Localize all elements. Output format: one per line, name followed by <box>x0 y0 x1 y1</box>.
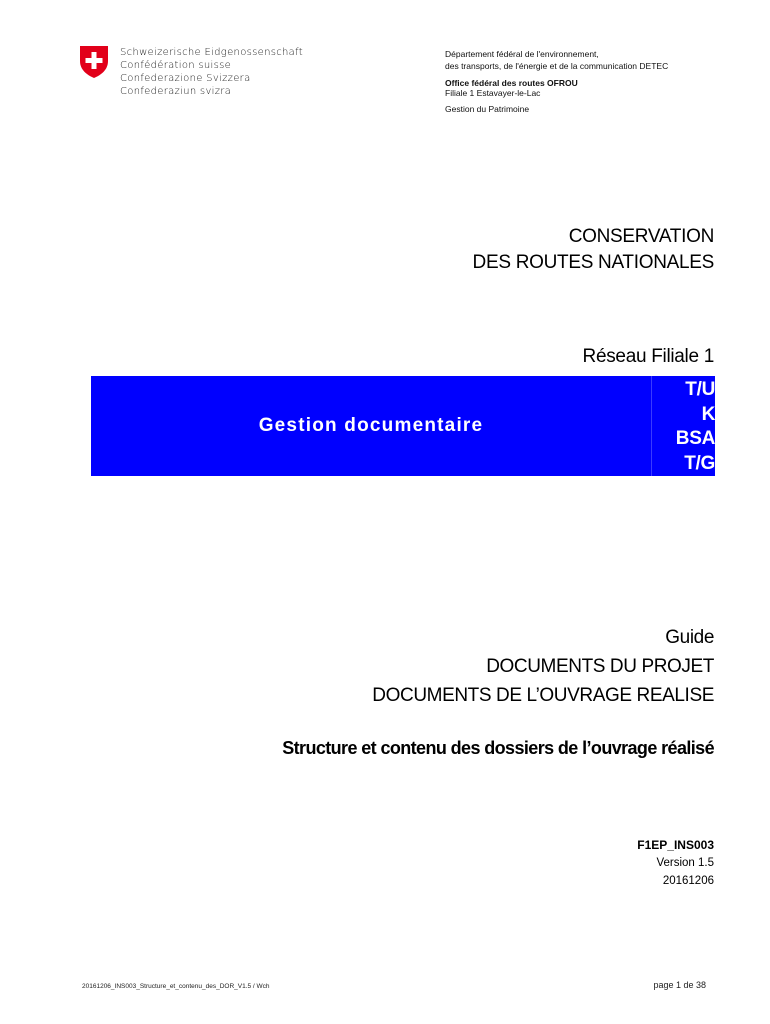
network-label: Réseau Filiale 1 <box>582 346 714 367</box>
guide-line-2: DOCUMENTS DU PROJET <box>486 656 714 677</box>
guide-block <box>372 623 714 710</box>
guide-line-1: Guide <box>665 627 714 648</box>
guide-line-3: DOCUMENTS DE L’OUVRAGE REALISE <box>372 685 714 706</box>
office-name: Office fédéral des routes OFROU <box>445 78 578 88</box>
footer-filename: 20161206_INS003_Structure_et_contenu_des_DOR_V1.5 / Wch <box>82 983 270 990</box>
department-line-1: Département fédéral de l'environnement, <box>445 49 599 59</box>
branch-name: Filiale 1 Estavayer-le-Lac <box>445 88 541 98</box>
confederation-name-fr: Confédération suisse <box>120 60 232 71</box>
confederation-names <box>120 46 303 98</box>
confederation-name-it: Confederazione Svizzera <box>120 73 251 84</box>
banner <box>91 376 715 476</box>
banner-code-bsa: BSA <box>675 428 715 449</box>
document-version: Version 1.5 <box>656 857 714 869</box>
confederation-name-de: Schweizerische Eidgenossenschaft <box>120 47 303 58</box>
banner-code-tg: T/G <box>684 452 715 474</box>
title-line-2: DES ROUTES NATIONALES <box>472 252 714 273</box>
banner-title: Gestion documentaire <box>258 415 484 436</box>
banner-divider <box>651 376 652 476</box>
banner-codes <box>653 378 715 476</box>
document-subtitle: Structure et contenu des dossiers de l’ouvrage réalisé <box>282 738 714 758</box>
page-number: page 1 de 38 <box>653 980 706 990</box>
reference-block <box>637 836 714 890</box>
title-line-1: CONSERVATION <box>568 226 714 247</box>
document-date: 20161206 <box>662 875 714 887</box>
confederation-name-rm: Confederaziun svizra <box>120 86 232 97</box>
department-block <box>445 48 745 115</box>
swiss-emblem-icon <box>79 45 109 79</box>
document-title <box>473 224 714 276</box>
banner-code-tu: T/U <box>685 379 715 400</box>
service-name: Gestion du Patrimoine <box>445 104 530 114</box>
banner-code-k: K <box>701 403 715 425</box>
document-code: F1EP_INS003 <box>637 838 714 852</box>
department-line-2: des transports, de l'énergie et de la communication DETEC <box>445 61 669 71</box>
